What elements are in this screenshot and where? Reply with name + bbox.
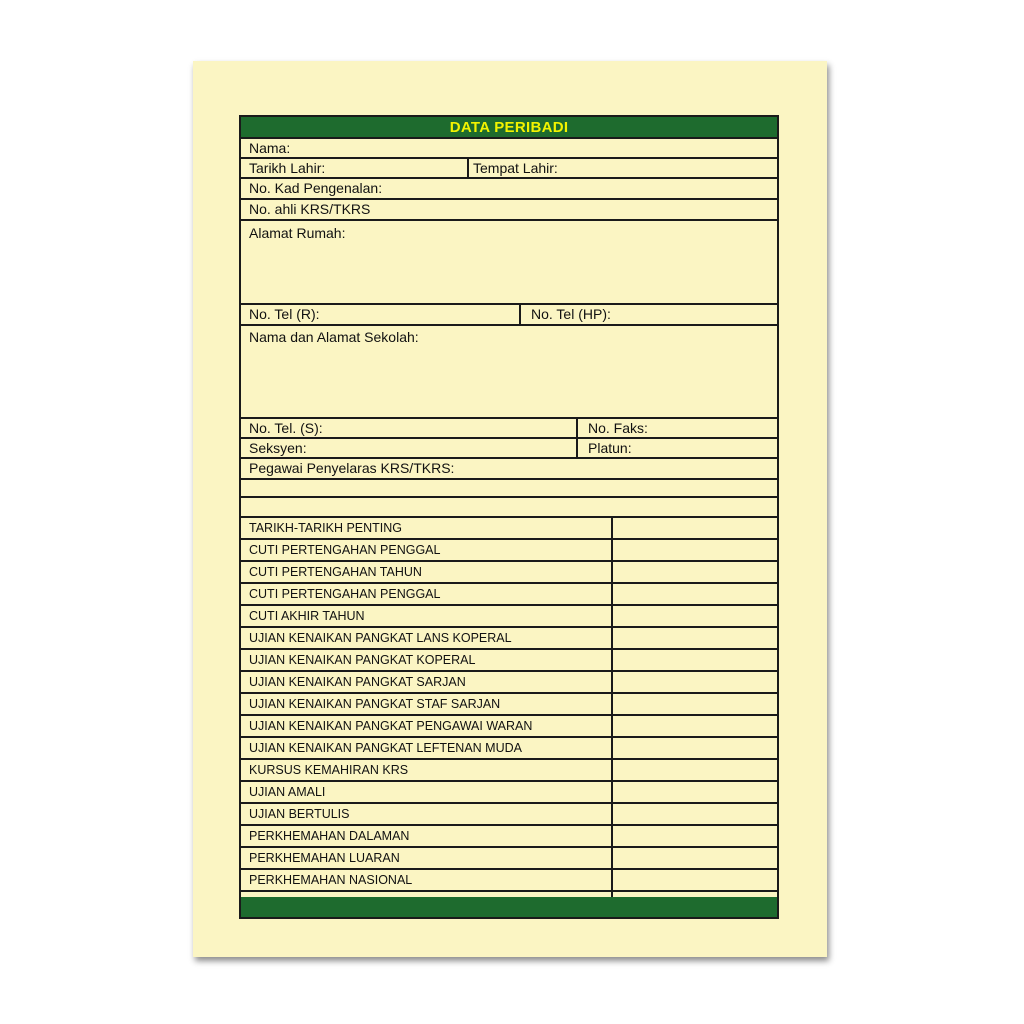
table-header-row xyxy=(241,518,777,540)
table-row xyxy=(241,584,777,606)
table-row xyxy=(241,804,777,826)
field-platun[interactable]: Platun: xyxy=(576,439,777,457)
form-title-bar xyxy=(241,117,777,139)
field-no-ahli[interactable]: No. ahli KRS/TKRS xyxy=(249,201,371,217)
table-row xyxy=(241,540,777,562)
date-item-value[interactable] xyxy=(611,782,777,802)
form-title: DATA PERIBADI xyxy=(449,118,569,136)
table-row xyxy=(241,848,777,870)
table-row xyxy=(241,782,777,804)
table-row xyxy=(241,672,777,694)
field-pegawai-penyelaras[interactable]: Pegawai Penyelaras KRS/TKRS: xyxy=(249,460,455,476)
table-row xyxy=(241,650,777,672)
field-nama-alamat-sekolah[interactable]: Nama dan Alamat Sekolah: xyxy=(249,329,419,345)
date-item-label: UJIAN AMALI xyxy=(249,785,326,799)
field-seksyen[interactable]: Seksyen: xyxy=(249,440,307,456)
date-item-label: UJIAN KENAIKAN PANGKAT STAF SARJAN xyxy=(249,697,501,711)
date-item-label: UJIAN KENAIKAN PANGKAT LANS KOPERAL xyxy=(249,631,512,645)
date-item-label: UJIAN KENAIKAN PANGKAT LEFTENAN MUDA xyxy=(249,741,522,755)
table-row xyxy=(241,562,777,584)
row-tel-sekolah xyxy=(241,419,777,439)
field-no-kad-pengenalan[interactable]: No. Kad Pengenalan: xyxy=(249,180,383,196)
table-row xyxy=(241,738,777,760)
important-dates-table xyxy=(241,518,777,914)
row-seksyen xyxy=(241,439,777,459)
date-item-label: CUTI PERTENGAHAN PENGGAL xyxy=(249,587,441,601)
date-item-value[interactable] xyxy=(611,584,777,604)
row-no-kad xyxy=(241,179,777,200)
table-row xyxy=(241,760,777,782)
date-item-value[interactable] xyxy=(611,760,777,780)
personal-data-form xyxy=(239,115,779,919)
date-item-label: PERKHEMAHAN NASIONAL xyxy=(249,873,413,887)
date-item-value[interactable] xyxy=(611,650,777,670)
row-nama xyxy=(241,139,777,159)
field-tempat-lahir[interactable]: Tempat Lahir: xyxy=(467,159,777,177)
field-nama[interactable]: Nama: xyxy=(249,140,291,156)
field-no-tel-s[interactable]: No. Tel. (S): xyxy=(249,420,323,436)
field-alamat-rumah[interactable]: Alamat Rumah: xyxy=(249,225,346,241)
form-footer-bar xyxy=(241,897,777,917)
date-item-label: PERKHEMAHAN LUARAN xyxy=(249,851,400,865)
date-item-label: KURSUS KEMAHIRAN KRS xyxy=(249,763,409,777)
row-no-ahli xyxy=(241,200,777,221)
date-item-label: CUTI PERTENGAHAN PENGGAL xyxy=(249,543,441,557)
row-birth xyxy=(241,159,777,179)
field-no-faks[interactable]: No. Faks: xyxy=(576,419,777,437)
section-gap xyxy=(241,498,777,518)
date-item-value[interactable] xyxy=(611,628,777,648)
date-item-value[interactable] xyxy=(611,694,777,714)
date-item-value[interactable] xyxy=(611,716,777,736)
date-item-value[interactable] xyxy=(611,518,777,538)
row-sekolah xyxy=(241,326,777,419)
date-item-value[interactable] xyxy=(611,562,777,582)
date-item-label: UJIAN KENAIKAN PANGKAT PENGAWAI WARAN xyxy=(249,719,533,733)
row-pegawai xyxy=(241,459,777,480)
date-item-value[interactable] xyxy=(611,870,777,890)
date-item-value[interactable] xyxy=(611,848,777,868)
date-item-value[interactable] xyxy=(611,804,777,824)
field-no-tel-r[interactable]: No. Tel (R): xyxy=(249,306,320,322)
date-item-value[interactable] xyxy=(611,826,777,846)
date-item-label: CUTI AKHIR TAHUN xyxy=(249,609,365,623)
date-item-label: TARIKH-TARIKH PENTING xyxy=(249,521,403,535)
blank-line[interactable] xyxy=(241,480,777,496)
form-sheet xyxy=(193,61,827,957)
table-row xyxy=(241,826,777,848)
field-tarikh-lahir[interactable]: Tarikh Lahir: xyxy=(249,160,326,176)
table-row xyxy=(241,716,777,738)
date-item-value[interactable] xyxy=(611,540,777,560)
field-no-tel-hp[interactable]: No. Tel (HP): xyxy=(519,305,777,324)
table-row xyxy=(241,694,777,716)
row-blank xyxy=(241,480,777,498)
date-item-label: CUTI PERTENGAHAN TAHUN xyxy=(249,565,422,579)
date-item-label: UJIAN KENAIKAN PANGKAT KOPERAL xyxy=(249,653,476,667)
table-row xyxy=(241,606,777,628)
date-item-label: PERKHEMAHAN DALAMAN xyxy=(249,829,410,843)
table-row xyxy=(241,870,777,892)
table-row xyxy=(241,628,777,650)
row-tel xyxy=(241,305,777,326)
row-alamat-rumah xyxy=(241,221,777,305)
date-item-label: UJIAN KENAIKAN PANGKAT SARJAN xyxy=(249,675,466,689)
date-item-value[interactable] xyxy=(611,672,777,692)
date-item-value[interactable] xyxy=(611,606,777,626)
date-item-label: UJIAN BERTULIS xyxy=(249,807,350,821)
date-item-value[interactable] xyxy=(611,738,777,758)
